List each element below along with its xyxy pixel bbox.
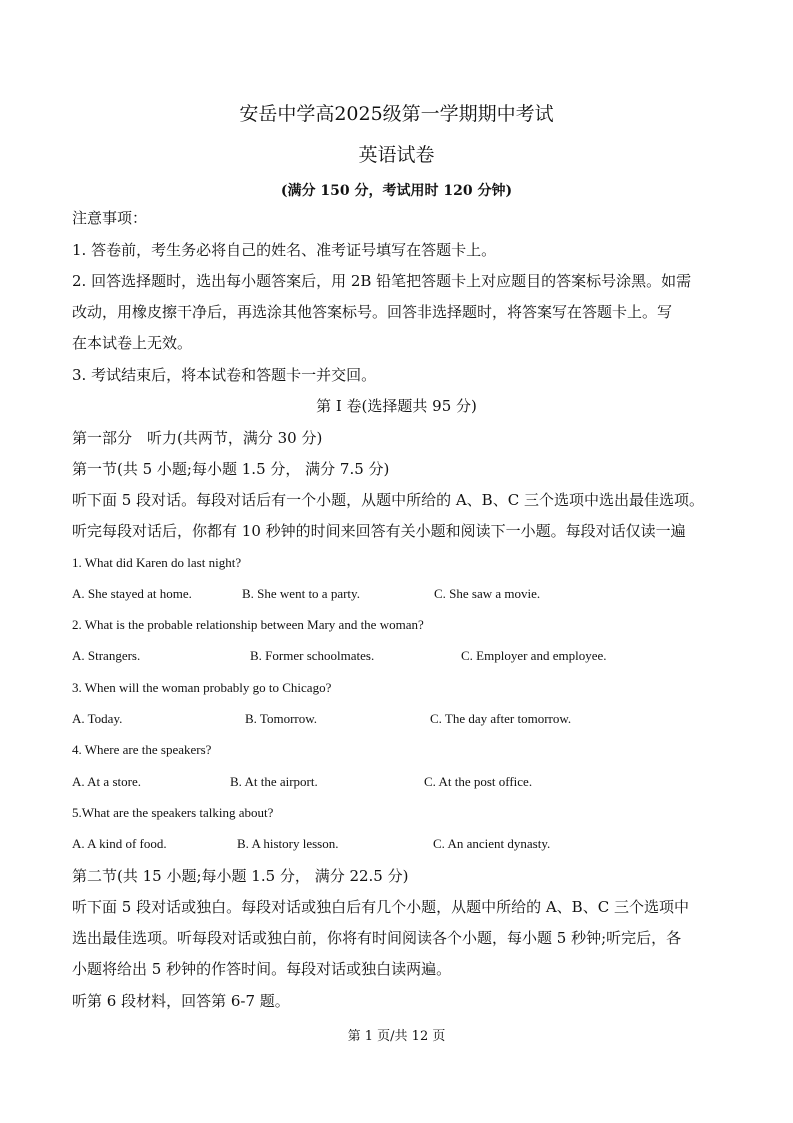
exam-title: 安岳中学高2025级第一学期期中考试 [239, 103, 554, 125]
question-3-option-c: C. The day after tomorrow. [430, 711, 572, 726]
section1-heading: 第一节(共 5 小题;每小题 1.5 分， 满分 7.5 分) [72, 460, 390, 478]
question-3: 3. When will the woman probably go to Chicago? [72, 680, 332, 695]
question-3-option-b: B. Tomorrow. [245, 711, 318, 726]
notes-item-1: 1. 答卷前，考生务必将自己的姓名、准考证号填写在答题卡上。 [72, 241, 497, 259]
notes-item-2-line-3: 在本试卷上无效。 [72, 334, 193, 352]
question-3-option-a: A. Today. [72, 711, 123, 726]
exam-subtitle: 英语试卷 [358, 144, 435, 166]
section2-instruction-line-1: 听下面 5 段对话或独白。每段对话或独白后有几个小题，从题中所给的 A、B、C 三个选项中 [72, 898, 689, 916]
part1-heading: 第一部分 听力(共两节，满分 30 分) [72, 429, 323, 447]
question-1-option-a: A. She stayed at home. [72, 586, 192, 601]
section1-instruction-line-1: 听下面 5 段对话。每段对话后有一个小题，从题中所给的 A、B、C 三个选项中选出最佳选项。 [72, 491, 704, 509]
section2-instruction-line-3: 小题将给出 5 秒钟的作答时间。每段对话或独白读两遍。 [72, 960, 452, 978]
question-5: 5.What are the speakers talking about? [72, 805, 274, 820]
question-5-option-a: A. A kind of food. [72, 836, 167, 851]
section1-instruction-line-2: 听完每段对话后，你都有 10 秒钟的时间来回答有关小题和阅读下一小题。每段对话仅读一遍 [72, 522, 686, 540]
score-line: (满分 150 分，考试用时 120 分钟) [280, 183, 513, 199]
notes-heading: 注意事项： [72, 209, 148, 227]
question-1-option-b: B. She went to a party. [242, 586, 360, 601]
notes-item-2-line-1: 2. 回答选择题时，选出每小题答案后，用 2B 铅笔把答题卡上对应题目的答案标号涂黑。如需 [72, 272, 692, 290]
section2-material-6: 听第 6 段材料，回答第 6-7 题。 [72, 992, 290, 1010]
question-4-option-c: C. At the post office. [424, 774, 533, 789]
question-4: 4. Where are the speakers? [72, 742, 212, 757]
question-2-option-a: A. Strangers. [72, 648, 141, 663]
section2-heading: 第二节(共 15 小题;每小题 1.5 分， 满分 22.5 分) [72, 867, 409, 885]
question-1: 1. What did Karen do last night? [72, 555, 242, 570]
section2-instruction-line-2: 选出最佳选项。听每段对话或独白前，你将有时间阅读各个小题，每小题 5 秒钟;听完后，各 [72, 929, 682, 947]
question-2-option-b: B. Former schoolmates. [250, 648, 375, 663]
question-2-option-c: C. Employer and employee. [461, 648, 607, 663]
question-4-option-a: A. At a store. [72, 774, 141, 789]
volume-heading: 第 I 卷(选择题共 95 分) [316, 397, 477, 415]
question-5-option-c: C. An ancient dynasty. [433, 836, 551, 851]
notes-item-3: 3. 考试结束后，将本试卷和答题卡一并交回。 [72, 366, 377, 384]
question-4-option-b: B. At the airport. [230, 774, 318, 789]
question-2: 2. What is the probable relationship between Mary and the woman? [72, 617, 424, 632]
question-1-option-c: C. She saw a movie. [434, 586, 541, 601]
page-number: 第 1 页/共 12 页 [347, 1029, 446, 1044]
notes-item-2-line-2: 改动，用橡皮擦干净后，再选涂其他答案标号。回答非选择题时，将答案写在答题卡上。写 [72, 303, 673, 321]
question-5-option-b: B. A history lesson. [237, 836, 339, 851]
